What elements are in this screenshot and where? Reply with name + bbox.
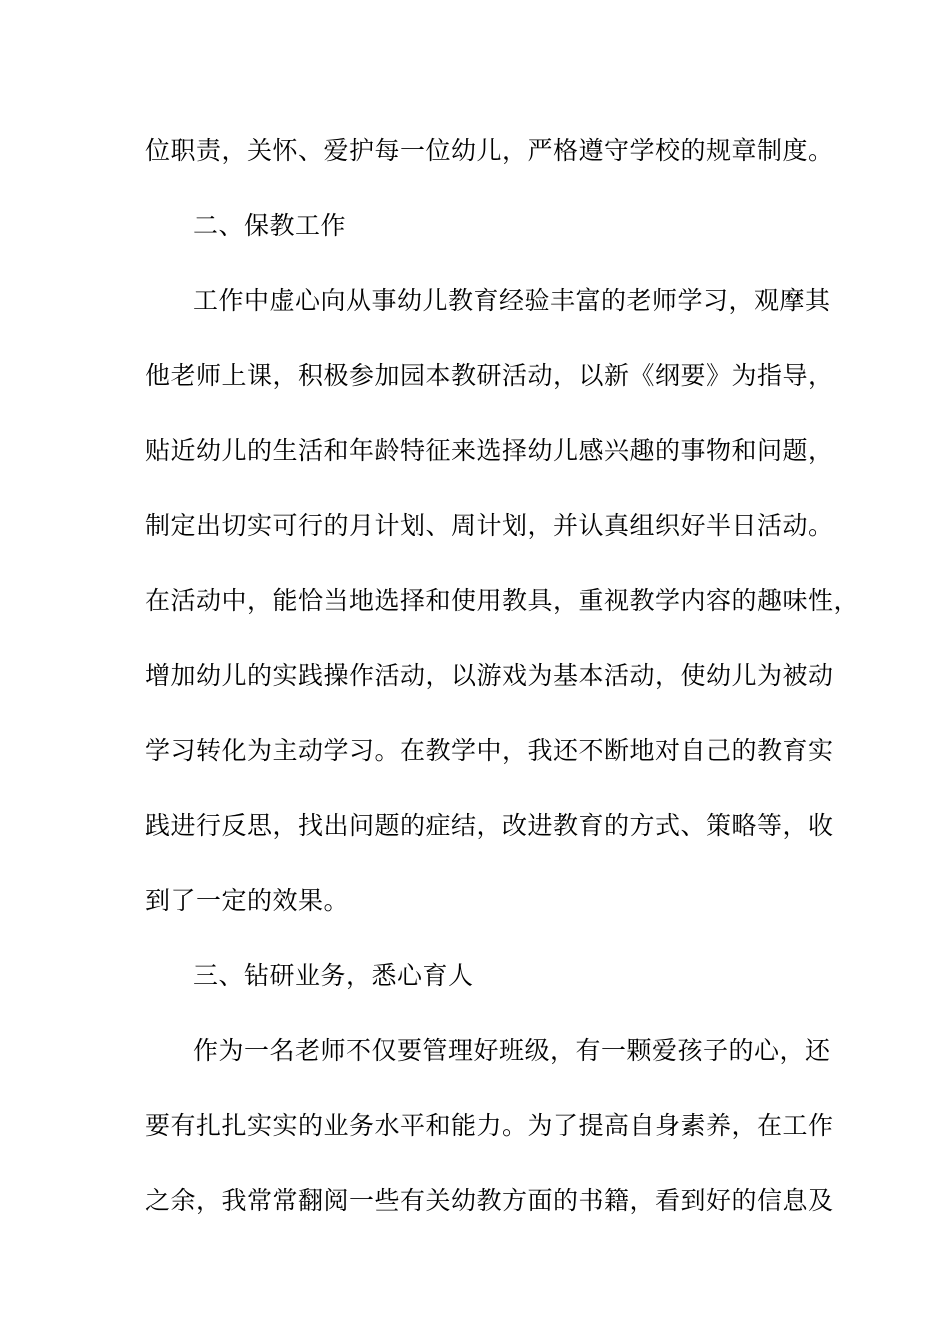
text-line: 践进行反思，找出问题的症结，改进教育的方式、策略等，收 [145, 811, 834, 840]
text-line: 作为一名老师不仅要管理好班级，有一颗爱孩子的心，还 [193, 1036, 831, 1065]
text-line: 增加幼儿的实践操作活动，以游戏为基本活动，使幼儿为被动 [145, 661, 834, 690]
text-line: 制定出切实可行的月计划、周计划，并认真组织好半日活动。 [145, 511, 834, 540]
text-line: 他老师上课，积极参加园本教研活动，以新《纲要》为指导， [145, 361, 834, 390]
text-line: 学习转化为主动学习。在教学中，我还不断地对自己的教育实 [145, 736, 834, 765]
section-heading: 二、保教工作 [193, 211, 347, 240]
section-heading: 三、钻研业务，悉心育人 [193, 961, 474, 990]
text-line: 位职责，关怀、爱护每一位幼儿，严格遵守学校的规章制度。 [145, 136, 834, 165]
text-line: 要有扎扎实实的业务水平和能力。为了提高自身素养，在工作 [145, 1111, 834, 1140]
text-line: 贴近幼儿的生活和年龄特征来选择幼儿感兴趣的事物和问题， [145, 436, 834, 465]
text-line: 之余，我常常翻阅一些有关幼教方面的书籍，看到好的信息及 [145, 1186, 834, 1215]
text-line: 在活动中，能恰当地选择和使用教具，重视教学内容的趣味性， [145, 586, 860, 615]
text-line: 到了一定的效果。 [145, 886, 350, 915]
text-line: 工作中虚心向从事幼儿教育经验丰富的老师学习，观摩其 [193, 286, 831, 315]
